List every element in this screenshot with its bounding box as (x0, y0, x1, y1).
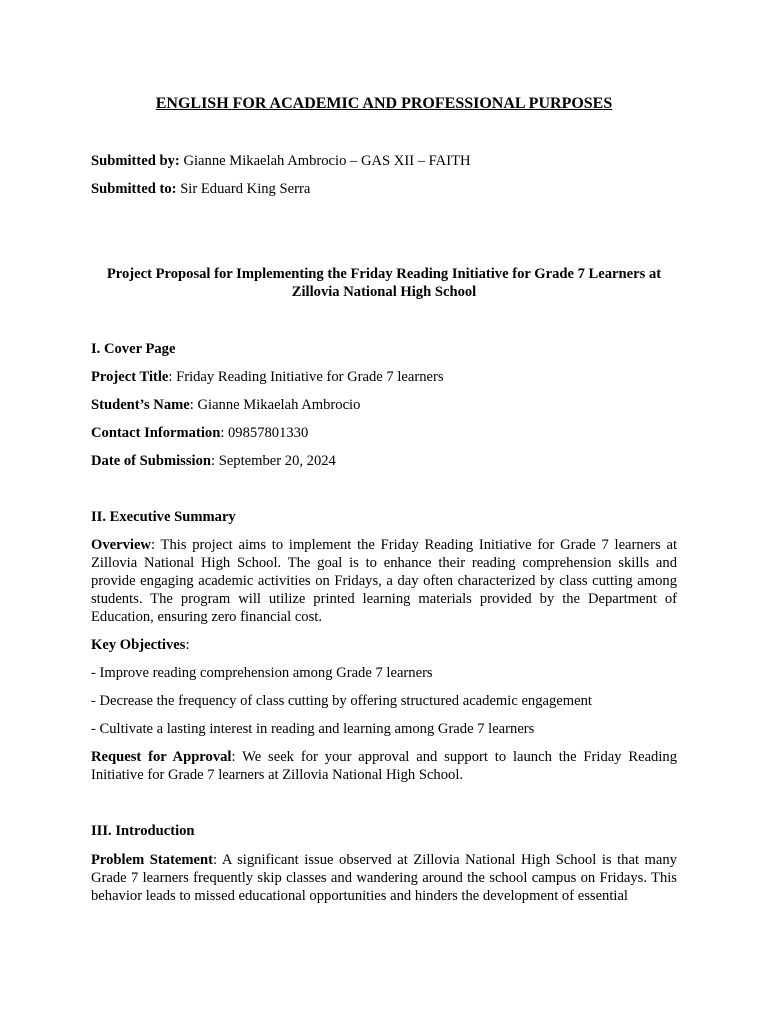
submitted-by-label: Submitted by: (91, 153, 180, 169)
student-name-line (91, 396, 677, 414)
key-objectives-label: Key Objectives (91, 637, 186, 653)
project-title-line (91, 368, 677, 386)
student-name-label: Student’s Name (91, 397, 190, 413)
project-title-label: Project Title (91, 369, 169, 385)
key-objectives-line (91, 636, 677, 654)
contact-information-value: : 09857801330 (220, 425, 309, 441)
submitted-to-line (91, 180, 677, 198)
cover-page-heading: I. Cover Page (91, 341, 176, 357)
overview-paragraph (91, 536, 677, 626)
student-name-value: : Gianne Mikaelah Ambrocio (189, 397, 361, 413)
objective-item: - Improve reading comprehension among Grade 7 learners (91, 665, 433, 681)
key-objectives-colon: : (185, 637, 190, 653)
date-of-submission-value: : September 20, 2024 (211, 453, 336, 469)
submitted-to-value: Sir Eduard King Serra (176, 181, 311, 197)
date-of-submission-line (91, 452, 677, 470)
date-of-submission-label: Date of Submission (91, 453, 212, 469)
document-title: ENGLISH FOR ACADEMIC AND PROFESSIONAL PURPOSES (155, 95, 613, 112)
request-for-approval-text: : We seek for your approval and support to launch the Friday Reading Initiative for Grade 7 learners at Zillovia National High School. (91, 749, 677, 783)
request-for-approval-label: Request for Approval (91, 749, 232, 765)
submitted-by-value: Gianne Mikaelah Ambrocio – GAS XII – FAITH (179, 153, 471, 169)
project-title-value: : Friday Reading Initiative for Grade 7 learners (168, 369, 444, 385)
introduction-heading: III. Introduction (91, 823, 195, 839)
submitted-by-line (91, 152, 677, 170)
request-for-approval-paragraph (91, 748, 677, 784)
objective-item: - Cultivate a lasting interest in reading and learning among Grade 7 learners (91, 721, 535, 737)
problem-statement-label: Problem Statement (91, 852, 214, 868)
problem-statement-text: : A significant issue observed at Zillovia National High School is that many Grade 7 learners frequently skip classes and wandering around the school campus on Fridays. This behavior leads to missed educational opportunities and hinders the development of essential (91, 852, 677, 904)
problem-statement-paragraph (91, 851, 677, 905)
executive-summary-heading: II. Executive Summary (91, 509, 236, 525)
contact-information-line (91, 424, 677, 442)
submitted-to-label: Submitted to: (91, 181, 177, 197)
objective-item: - Decrease the frequency of class cutting by offering structured academic engagement (91, 693, 592, 709)
proposal-title: Project Proposal for Implementing the Friday Reading Initiative for Grade 7 Learners at Zillovia National High School (106, 266, 662, 300)
overview-label: Overview (91, 537, 151, 553)
contact-information-label: Contact Information (91, 425, 221, 441)
overview-text: : This project aims to implement the Friday Reading Initiative for Grade 7 learners at Zillovia National High School. The goal is to enhance their reading comprehension skills and provide engaging academic activities on Fridays, a day often characterized by class cutting among students. The program will utilize printed learning materials provided by the Department of Education, ensuring zero financial cost. (91, 537, 677, 625)
